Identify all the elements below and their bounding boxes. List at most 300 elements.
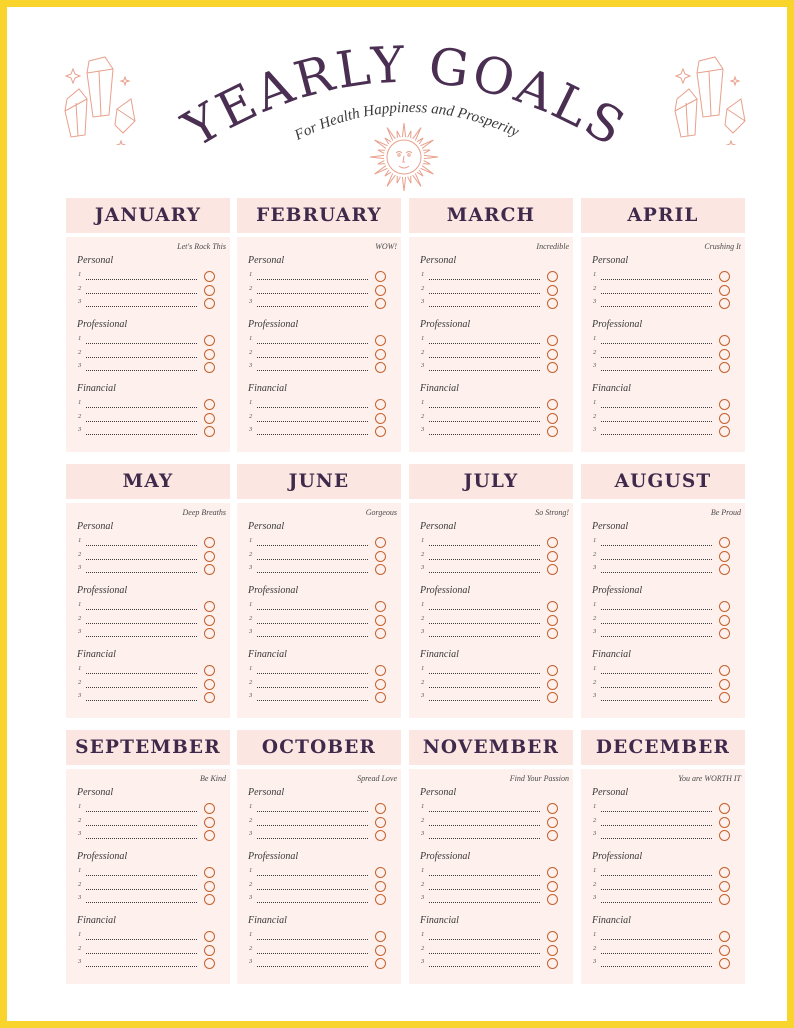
checkbox-circle-icon[interactable] [719,537,730,548]
goal-input-line[interactable] [429,673,540,674]
goal-input-line[interactable] [601,306,712,307]
month-name: NOVEMBER [422,737,560,758]
checkbox-circle-icon[interactable] [719,692,730,703]
checkbox-circle-icon[interactable] [204,413,215,424]
month-header [237,464,401,499]
checkbox-circle-icon[interactable] [547,679,558,690]
section-title: Professional [77,319,128,330]
goal-input-line[interactable] [429,966,540,967]
checkbox-circle-icon[interactable] [375,945,386,956]
goal-input-line[interactable] [601,370,712,371]
goal-input-line[interactable] [257,357,368,358]
checkbox-circle-icon[interactable] [547,537,558,548]
checkbox-circle-icon[interactable] [719,349,730,360]
checkbox-circle-icon[interactable] [204,335,215,346]
goal-input-line[interactable] [86,421,197,422]
section-title: Financial [420,649,459,660]
goal-input-line[interactable] [601,623,712,624]
goal-input-line[interactable] [429,811,540,812]
checkbox-circle-icon[interactable] [719,615,730,626]
checkbox-circle-icon[interactable] [719,958,730,969]
goal-row [66,866,230,880]
checkbox-circle-icon[interactable] [719,426,730,437]
goal-input-line[interactable] [429,306,540,307]
checkbox-circle-icon[interactable] [375,817,386,828]
goal-input-line[interactable] [257,687,368,688]
section-title: Personal [420,787,457,798]
checkbox-circle-icon[interactable] [375,601,386,612]
checkbox-circle-icon[interactable] [204,881,215,892]
goal-number: 1 [593,931,597,938]
goal-row [66,348,230,362]
checkbox-circle-icon[interactable] [719,628,730,639]
section-title: Professional [592,585,643,596]
checkbox-circle-icon[interactable] [719,399,730,410]
checkbox-circle-icon[interactable] [375,867,386,878]
goal-input-line[interactable] [86,545,197,546]
goal-number: 1 [249,665,253,672]
goal-input-line[interactable] [601,838,712,839]
checkbox-circle-icon[interactable] [547,564,558,575]
goal-input-line[interactable] [86,609,197,610]
checkbox-circle-icon[interactable] [719,271,730,282]
goal-number: 2 [249,816,253,824]
checkbox-circle-icon[interactable] [547,931,558,942]
goal-number: 1 [78,665,82,672]
goal-input-line[interactable] [257,825,368,826]
goal-input-line[interactable] [429,953,540,954]
goal-input-line[interactable] [601,434,712,435]
goal-number: 2 [249,614,253,622]
goal-row [66,678,230,692]
goal-row [237,550,401,564]
goal-input-line[interactable] [86,279,197,280]
checkbox-circle-icon[interactable] [719,894,730,905]
goal-number: 1 [78,867,82,874]
goal-number: 2 [593,550,597,558]
goal-input-line[interactable] [601,279,712,280]
goal-row [409,398,573,412]
checkbox-circle-icon[interactable] [547,426,558,437]
goal-input-line[interactable] [429,545,540,546]
goal-input-line[interactable] [601,609,712,610]
goal-number: 1 [421,601,425,608]
section-title: Personal [420,255,457,266]
goal-input-line[interactable] [257,545,368,546]
goal-input-line[interactable] [86,875,197,876]
goal-number: 1 [78,335,82,342]
goal-input-line[interactable] [257,838,368,839]
month-motto: So Strong! [535,508,569,517]
goal-row [581,563,745,577]
goal-input-line[interactable] [257,434,368,435]
goal-input-line[interactable] [601,953,712,954]
checkbox-circle-icon[interactable] [204,349,215,360]
goal-row [237,880,401,894]
checkbox-circle-icon[interactable] [719,665,730,676]
goal-input-line[interactable] [86,953,197,954]
goal-input-line[interactable] [429,559,540,560]
goal-number: 1 [593,665,597,672]
goal-input-line[interactable] [86,966,197,967]
checkbox-circle-icon[interactable] [204,679,215,690]
goal-input-line[interactable] [429,279,540,280]
goal-input-line[interactable] [601,407,712,408]
checkbox-circle-icon[interactable] [547,894,558,905]
goal-input-line[interactable] [601,825,712,826]
month-body [66,769,230,984]
goal-number: 2 [593,944,597,952]
checkbox-circle-icon[interactable] [547,615,558,626]
goal-input-line[interactable] [601,811,712,812]
checkbox-circle-icon[interactable] [204,564,215,575]
goal-input-line[interactable] [601,875,712,876]
checkbox-circle-icon[interactable] [547,399,558,410]
goal-number: 1 [593,867,597,874]
goal-input-line[interactable] [429,293,540,294]
checkbox-circle-icon[interactable] [547,285,558,296]
goal-row [409,425,573,439]
checkbox-circle-icon[interactable] [204,894,215,905]
goal-input-line[interactable] [429,572,540,573]
goal-row [581,600,745,614]
goal-input-line[interactable] [86,357,197,358]
checkbox-circle-icon[interactable] [375,349,386,360]
goal-input-line[interactable] [601,421,712,422]
goal-input-line[interactable] [429,370,540,371]
goal-input-line[interactable] [601,572,712,573]
goal-input-line[interactable] [601,293,712,294]
checkbox-circle-icon[interactable] [719,285,730,296]
goal-input-line[interactable] [601,673,712,674]
checkbox-circle-icon[interactable] [375,665,386,676]
goal-input-line[interactable] [86,370,197,371]
checkbox-circle-icon[interactable] [719,830,730,841]
goal-row [237,284,401,298]
checkbox-circle-icon[interactable] [719,335,730,346]
checkbox-circle-icon[interactable] [719,867,730,878]
goal-number: 1 [593,399,597,406]
goal-number: 3 [78,830,82,837]
goal-row [581,893,745,907]
goal-row [66,270,230,284]
goal-row [66,880,230,894]
goal-input-line[interactable] [257,889,368,890]
checkbox-circle-icon[interactable] [547,271,558,282]
checkbox-circle-icon[interactable] [204,628,215,639]
checkbox-circle-icon[interactable] [375,537,386,548]
checkbox-circle-icon[interactable] [547,867,558,878]
goal-input-line[interactable] [429,357,540,358]
goal-row [66,361,230,375]
checkbox-circle-icon[interactable] [719,945,730,956]
month-body [237,503,401,718]
goal-number: 1 [78,399,82,406]
goal-row [409,614,573,628]
goal-input-line[interactable] [601,357,712,358]
checkbox-circle-icon[interactable] [204,271,215,282]
checkbox-circle-icon[interactable] [547,413,558,424]
goal-input-line[interactable] [86,572,197,573]
goal-row [409,944,573,958]
goal-input-line[interactable] [86,559,197,560]
goal-input-line[interactable] [86,939,197,940]
checkbox-circle-icon[interactable] [375,803,386,814]
checkbox-circle-icon[interactable] [547,335,558,346]
checkbox-circle-icon[interactable] [204,931,215,942]
checkbox-circle-icon[interactable] [204,817,215,828]
checkbox-circle-icon[interactable] [719,931,730,942]
goal-row [409,412,573,426]
goal-row [237,536,401,550]
checkbox-circle-icon[interactable] [719,362,730,373]
checkbox-circle-icon[interactable] [375,958,386,969]
checkbox-circle-icon[interactable] [204,615,215,626]
goal-number: 1 [249,399,253,406]
goal-input-line[interactable] [429,939,540,940]
goal-input-line[interactable] [86,293,197,294]
goal-input-line[interactable] [601,636,712,637]
month-header [409,730,573,765]
checkbox-circle-icon[interactable] [375,426,386,437]
checkbox-circle-icon[interactable] [204,867,215,878]
checkbox-circle-icon[interactable] [547,601,558,612]
goal-row [409,334,573,348]
checkbox-circle-icon[interactable] [375,692,386,703]
goal-row [409,816,573,830]
checkbox-circle-icon[interactable] [204,362,215,373]
checkbox-circle-icon[interactable] [375,615,386,626]
section-title: Professional [592,319,643,330]
checkbox-circle-icon[interactable] [204,537,215,548]
goal-input-line[interactable] [429,636,540,637]
goal-number: 2 [593,678,597,686]
checkbox-circle-icon[interactable] [204,399,215,410]
checkbox-circle-icon[interactable] [375,931,386,942]
section-title: Personal [248,521,285,532]
goal-input-line[interactable] [429,407,540,408]
goal-input-line[interactable] [86,811,197,812]
checkbox-circle-icon[interactable] [375,399,386,410]
checkbox-circle-icon[interactable] [204,551,215,562]
checkbox-circle-icon[interactable] [547,958,558,969]
goal-input-line[interactable] [429,700,540,701]
checkbox-circle-icon[interactable] [547,665,558,676]
section-title: Personal [592,255,629,266]
goal-input-line[interactable] [86,636,197,637]
goal-input-line[interactable] [86,838,197,839]
goal-input-line[interactable] [257,636,368,637]
goal-input-line[interactable] [86,825,197,826]
goal-input-line[interactable] [257,811,368,812]
goal-input-line[interactable] [86,623,197,624]
goal-input-line[interactable] [257,939,368,940]
goal-row [66,664,230,678]
goal-input-line[interactable] [257,306,368,307]
checkbox-circle-icon[interactable] [204,958,215,969]
goal-input-line[interactable] [86,889,197,890]
goal-input-line[interactable] [86,700,197,701]
goal-input-line[interactable] [601,343,712,344]
checkbox-circle-icon[interactable] [204,665,215,676]
goal-input-line[interactable] [429,838,540,839]
goal-row [66,957,230,971]
goal-input-line[interactable] [86,407,197,408]
goal-row [66,829,230,843]
goal-row [409,930,573,944]
checkbox-circle-icon[interactable] [547,298,558,309]
checkbox-circle-icon[interactable] [547,349,558,360]
goal-input-line[interactable] [429,902,540,903]
checkbox-circle-icon[interactable] [375,679,386,690]
checkbox-circle-icon[interactable] [204,298,215,309]
checkbox-circle-icon[interactable] [719,601,730,612]
goal-row [581,866,745,880]
goal-input-line[interactable] [257,572,368,573]
checkbox-circle-icon[interactable] [204,426,215,437]
goal-input-line[interactable] [257,623,368,624]
month-motto: Crushing It [704,242,741,251]
goal-number: 1 [78,537,82,544]
goal-input-line[interactable] [257,370,368,371]
goal-input-line[interactable] [429,343,540,344]
checkbox-circle-icon[interactable] [375,551,386,562]
goal-row [581,664,745,678]
checkbox-circle-icon[interactable] [547,803,558,814]
goal-input-line[interactable] [86,687,197,688]
checkbox-circle-icon[interactable] [204,945,215,956]
checkbox-circle-icon[interactable] [375,285,386,296]
goal-input-line[interactable] [257,407,368,408]
goal-number: 2 [78,412,82,420]
goal-input-line[interactable] [601,700,712,701]
goal-input-line[interactable] [86,306,197,307]
checkbox-circle-icon[interactable] [547,692,558,703]
checkbox-circle-icon[interactable] [547,628,558,639]
checkbox-circle-icon[interactable] [375,362,386,373]
checkbox-circle-icon[interactable] [204,601,215,612]
goal-row [409,664,573,678]
section-title: Financial [248,915,287,926]
goal-number: 3 [249,628,253,635]
goal-input-line[interactable] [601,545,712,546]
checkbox-circle-icon[interactable] [375,628,386,639]
goal-input-line[interactable] [601,687,712,688]
checkbox-circle-icon[interactable] [375,413,386,424]
goal-row [409,550,573,564]
goal-row [409,880,573,894]
goal-input-line[interactable] [86,434,197,435]
goal-input-line[interactable] [257,700,368,701]
checkbox-circle-icon[interactable] [375,881,386,892]
goal-input-line[interactable] [257,966,368,967]
goal-input-line[interactable] [257,293,368,294]
section-title: Financial [248,383,287,394]
goal-row [237,425,401,439]
goal-input-line[interactable] [86,902,197,903]
goal-input-line[interactable] [257,875,368,876]
goal-input-line[interactable] [86,343,197,344]
goal-input-line[interactable] [601,939,712,940]
goal-number: 1 [593,335,597,342]
goal-input-line[interactable] [257,279,368,280]
goal-input-line[interactable] [257,902,368,903]
month-header [409,198,573,233]
checkbox-circle-icon[interactable] [719,298,730,309]
month-header [409,464,573,499]
checkbox-circle-icon[interactable] [719,881,730,892]
goal-input-line[interactable] [429,825,540,826]
checkbox-circle-icon[interactable] [375,335,386,346]
goal-input-line[interactable] [601,902,712,903]
goal-input-line[interactable] [429,889,540,890]
goal-input-line[interactable] [601,889,712,890]
goal-input-line[interactable] [429,623,540,624]
checkbox-circle-icon[interactable] [547,945,558,956]
goal-number: 2 [593,880,597,888]
checkbox-circle-icon[interactable] [547,362,558,373]
checkbox-circle-icon[interactable] [375,564,386,575]
checkbox-circle-icon[interactable] [719,564,730,575]
goal-row [237,944,401,958]
checkbox-circle-icon[interactable] [375,298,386,309]
goal-row [409,270,573,284]
goal-input-line[interactable] [257,343,368,344]
checkbox-circle-icon[interactable] [547,817,558,828]
goal-input-line[interactable] [429,687,540,688]
month-card [66,730,230,984]
goal-input-line[interactable] [601,559,712,560]
section-title: Personal [77,787,114,798]
checkbox-circle-icon[interactable] [547,551,558,562]
checkbox-circle-icon[interactable] [719,679,730,690]
checkbox-circle-icon[interactable] [375,894,386,905]
month-motto: Gorgeous [365,508,397,517]
goal-input-line[interactable] [257,559,368,560]
goal-input-line[interactable] [257,609,368,610]
goal-input-line[interactable] [429,609,540,610]
checkbox-circle-icon[interactable] [719,803,730,814]
checkbox-circle-icon[interactable] [719,413,730,424]
checkbox-circle-icon[interactable] [375,830,386,841]
checkbox-circle-icon[interactable] [204,830,215,841]
checkbox-circle-icon[interactable] [204,692,215,703]
checkbox-circle-icon[interactable] [204,803,215,814]
month-motto: You are WORTH IT [678,774,741,783]
month-card [581,730,745,984]
goal-input-line[interactable] [86,673,197,674]
goal-row [409,348,573,362]
checkbox-circle-icon[interactable] [719,817,730,828]
section-title: Personal [77,255,114,266]
goal-input-line[interactable] [257,953,368,954]
checkbox-circle-icon[interactable] [547,881,558,892]
month-card [66,464,230,718]
checkbox-circle-icon[interactable] [204,285,215,296]
goal-input-line[interactable] [429,875,540,876]
checkbox-circle-icon[interactable] [547,830,558,841]
goal-input-line[interactable] [257,673,368,674]
goal-input-line[interactable] [257,421,368,422]
goal-input-line[interactable] [429,421,540,422]
checkbox-circle-icon[interactable] [719,551,730,562]
goal-row [581,348,745,362]
checkbox-circle-icon[interactable] [375,271,386,282]
goal-input-line[interactable] [429,434,540,435]
month-header [581,198,745,233]
month-body [66,503,230,718]
goal-input-line[interactable] [601,966,712,967]
